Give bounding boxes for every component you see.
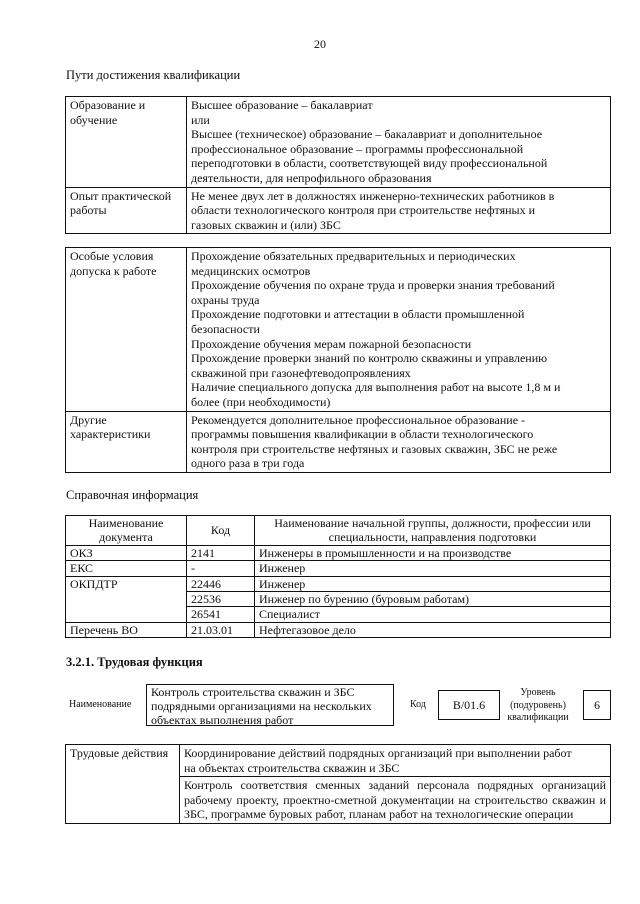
qualification-level-label: Уровень (подуровень) квалификации [507,687,569,723]
cell-code: 22536 [187,592,255,607]
labor-actions-table [65,744,611,824]
cell-code: 22446 [187,576,255,591]
cell-name: Инженер [255,576,611,591]
labor-function-header [65,682,611,726]
cell-name: Специалист [255,607,611,622]
header-code: Код [187,516,255,546]
cell-code: - [187,561,255,576]
table-row [66,411,611,472]
function-name-value: Контроль строительства скважин и ЗБС подрядными организациями на нескольких объектах выполнения работ [146,684,394,726]
table-row [66,745,611,777]
table-row [66,97,611,188]
reference-heading: Справочная информация [66,488,199,502]
cell-name: Инженеры в промышленности и на производстве [255,545,611,560]
conditions-table [65,247,611,473]
cell-doc: ЕКС [66,561,187,576]
cell-code: 26541 [187,607,255,622]
cell-code: 2141 [187,545,255,560]
row-label: Образование и обучение [66,97,187,188]
row-label: Особые условия допуска к работе [66,248,187,412]
labor-actions-label: Трудовые действия [66,745,180,824]
experience-value: Не менее двух лет в должностях инженерно-технических работников в области технологического контроля при строительстве нефтяных и газовых скважин и (или) ЗБС [187,187,611,234]
function-name-label: Наименование [69,699,132,710]
cell-doc: ОКЗ [66,545,187,560]
table-row [66,622,611,637]
cell-name: Инженер [255,561,611,576]
special-conditions-value: Прохождение обязательных предварительных и периодических медицинских осмотров Прохождение обучения по охране труда и проверки знания требований охраны труда Прохождение подготовки и аттестации в области промышленной безопасности Прохождение обучения мерам пожарной безопасности Прохождение проверки знаний по контролю скважины и управлению скважиной при газонефтеводопроявлениях Наличие специального допуска для выполнения работ на высоте 1,8 м и более (при необходимости) [187,248,611,412]
other-characteristics-value: Рекомендуется дополнительное профессиональное образование - программы повышения квалификации в области технологического контроля при строительстве нефтяных и газовых скважин, ЗБС не реже одного раза в три года [187,411,611,472]
header-doc: Наименование документа [66,516,187,546]
labor-function-heading: 3.2.1. Трудовая функция [66,655,203,669]
function-code-label: Код [410,699,426,710]
cell-name: Инженер по бурению (буровым работам) [255,592,611,607]
cell-name: Нефтегазовое дело [255,622,611,637]
function-code-value: B/01.6 [438,690,500,720]
table-row [66,561,611,576]
labor-action-item: Контроль соответствия сменных заданий персонала подрядных организаций рабочему проекту, проектно-сметной документации на строительство скважин и ЗБС, программе буровых работ, планам работ на технологические операции [180,777,611,824]
cell-doc: Перечень ВО [66,622,187,637]
table-row [66,576,611,591]
row-label: Опыт практической работы [66,187,187,234]
table-row [66,187,611,234]
page-number: 20 [314,37,326,51]
labor-action-item: Координирование действий подрядных организаций при выполнении работ на объектах строительства скважин и ЗБС [180,745,611,777]
qualification-paths-table [65,96,611,234]
cell-code: 21.03.01 [187,622,255,637]
table-row [66,545,611,560]
qualification-paths-heading: Пути достижения квалификации [66,68,241,82]
table-header-row [66,516,611,546]
education-value: Высшее образование – бакалавриат или Высшее (техническое) образование – бакалавриат и дополнительное профессиональное образование – программы профессиональной переподготовки в области, соответствующей виду профессиональной деятельности, для непрофильного образования [187,97,611,188]
reference-table [65,515,611,638]
qualification-level-value: 6 [583,690,611,720]
header-name: Наименование начальной группы, должности, профессии или специальности, направления подготовки [255,516,611,546]
cell-doc: ОКПДТР [66,576,187,622]
table-row [66,248,611,412]
row-label: Другие характеристики [66,411,187,472]
